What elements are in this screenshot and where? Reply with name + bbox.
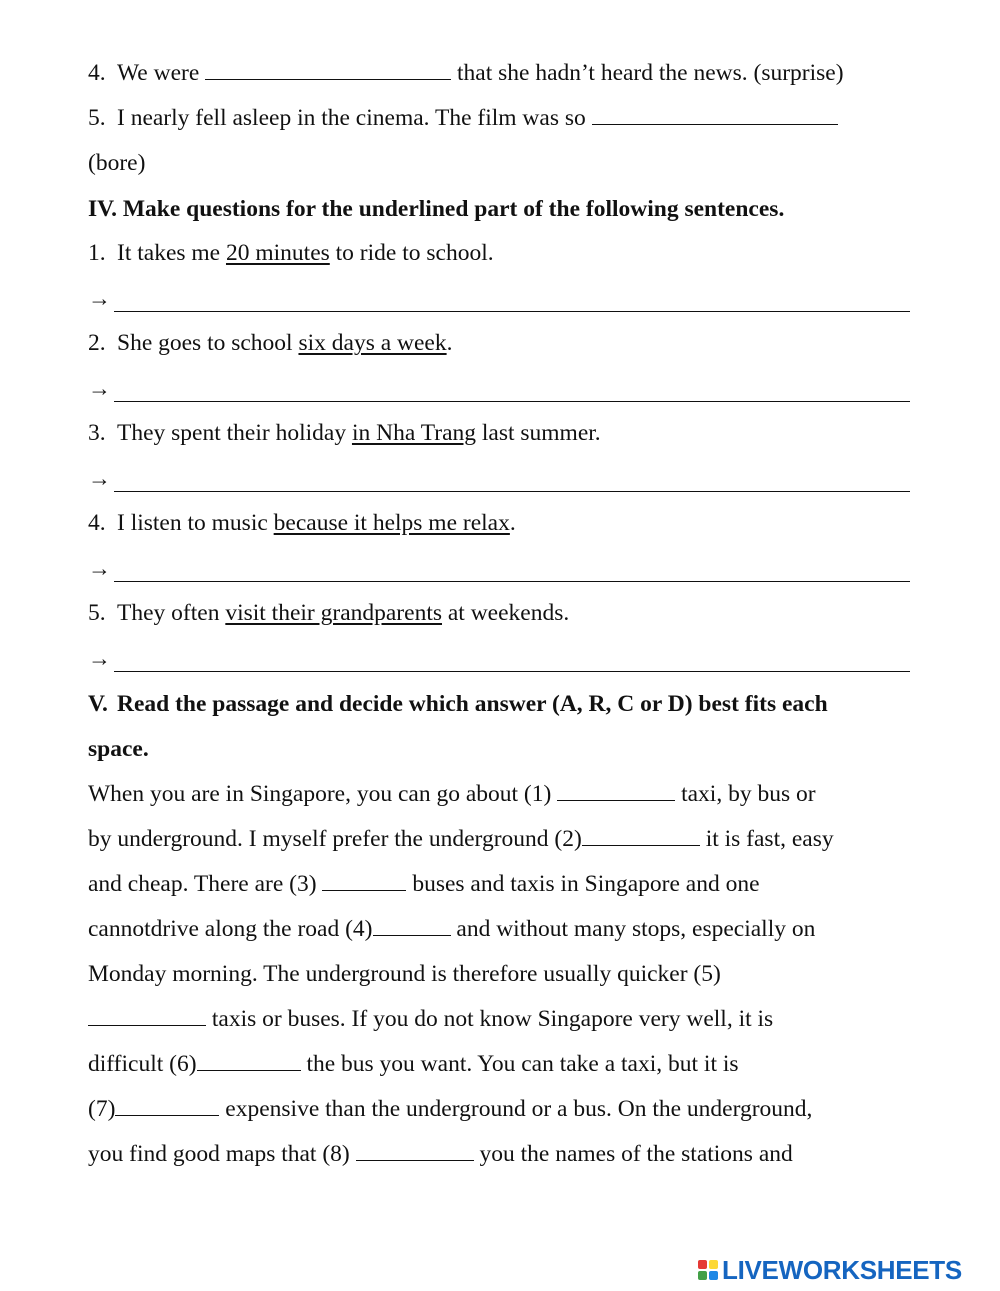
fill-blank-2[interactable] [582,824,700,846]
passage-line: cannotdrive along the road (4) and without many stops, especially on [88,916,816,942]
section-5-heading: V. Read the passage and decide which answer (A, R, C or D) best fits each [88,691,828,717]
answer-line-1[interactable] [88,284,910,314]
passage-line: When you are in Singapore, you can go about (1) taxi, by bus or [88,781,816,807]
fill-blank-1[interactable] [557,779,675,801]
question-4-4: 4. I listen to music because it helps me relax. [88,510,516,536]
fill-blank-4[interactable] [373,914,451,936]
question-4-2: 2. She goes to school six days a week. [88,330,453,356]
underlined-part: because it helps me relax [273,510,510,536]
fill-blank[interactable] [205,58,451,80]
fill-blank-7[interactable] [115,1094,219,1116]
passage-line: and cheap. There are (3) buses and taxis in Singapore and one [88,871,760,897]
section-4-heading: IV. Make questions for the underlined part of the following sentences. [88,196,785,222]
fill-blank[interactable] [592,103,838,125]
logo-icon [698,1260,718,1280]
question-3-5: 5. I nearly fell asleep in the cinema. The film was so [88,103,838,133]
passage-line: (7) expensive than the underground or a bus. On the underground, [88,1096,813,1122]
answer-line-2[interactable] [88,374,910,404]
underlined-part: in Nha Trang [351,420,476,446]
arrow-icon: → [88,466,111,491]
question-4-3: 3. They spent their holiday in Nha Trang last summer. [88,420,601,446]
underlined-part: six days a week [298,330,447,356]
fill-blank-8[interactable] [356,1139,474,1161]
fill-blank-6[interactable] [197,1049,301,1071]
arrow-icon: → [88,556,111,581]
passage-line: by underground. I myself prefer the underground (2) it is fast, easy [88,826,834,852]
underlined-part: 20 minutes [225,240,330,266]
fill-blank-3[interactable] [322,869,406,891]
arrow-icon: → [88,286,111,311]
answer-line-4[interactable] [88,554,910,584]
answer-line-5[interactable] [88,644,910,674]
arrow-icon: → [88,646,111,671]
fill-blank-5[interactable] [88,1004,206,1026]
question-4-5: 5. They often visit their grandparents at weekends. [88,600,570,626]
question-4-1: 1. It takes me 20 minutes to ride to school. [88,240,494,266]
passage-line: you find good maps that (8) you the names of the stations and [88,1141,793,1167]
section-5-heading-cont: space. [88,736,149,762]
passage-line: Monday morning. The underground is therefore usually quicker (5) [88,961,721,987]
arrow-icon: → [88,376,111,401]
question-3-5-cont: (bore) [88,150,146,176]
question-3-4: 4. We were that she hadn’t heard the news. (surprise) [88,60,844,86]
liveworksheets-logo [698,1254,962,1286]
answer-line-3[interactable] [88,464,910,494]
passage-line: difficult (6) the bus you want. You can take a taxi, but it is [88,1051,739,1077]
passage-line: taxis or buses. If you do not know Singapore very well, it is [88,1004,773,1034]
underlined-part: visit their grandparents [225,600,442,626]
logo-text: LIVEWORKSHEETS [722,1254,962,1285]
